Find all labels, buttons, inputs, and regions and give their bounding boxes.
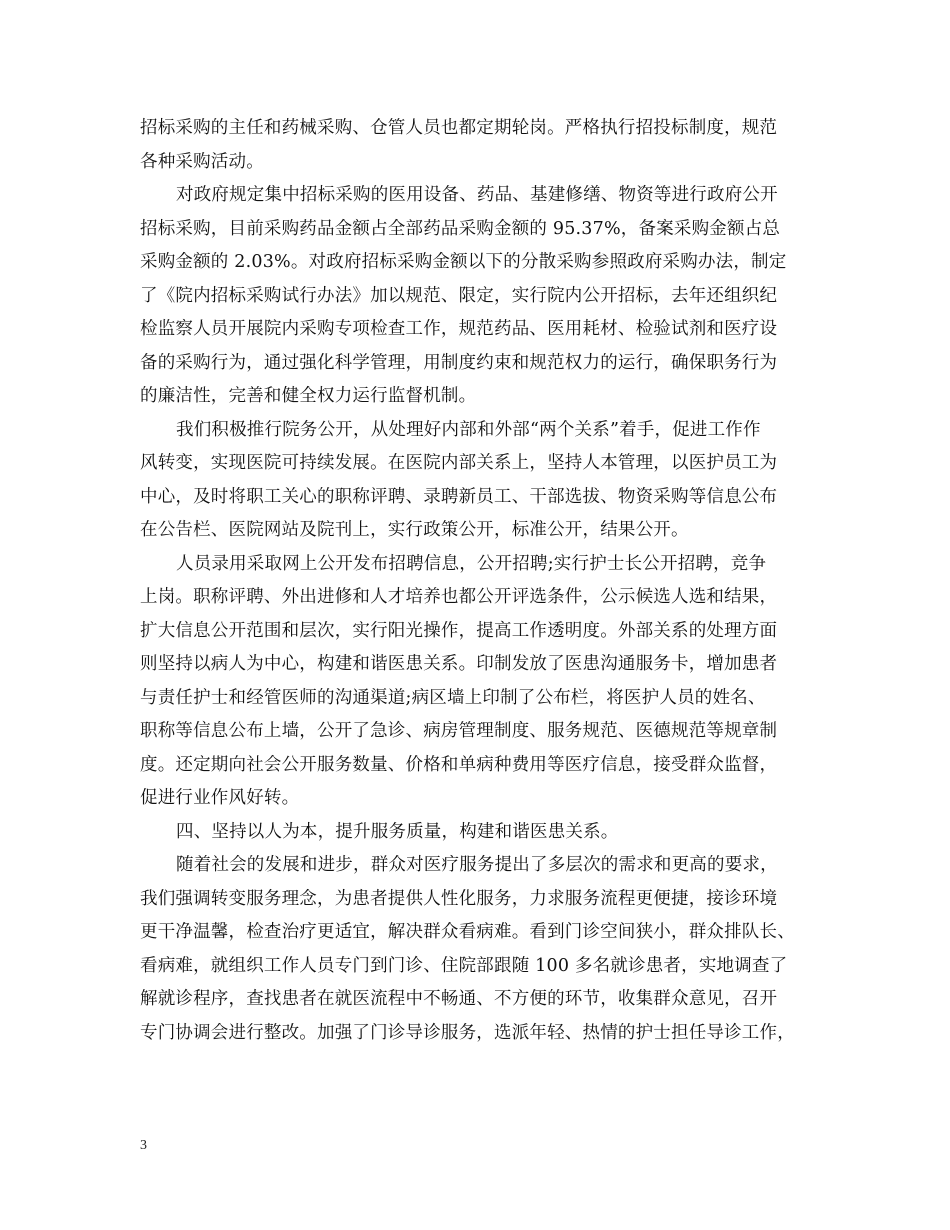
page-number: 3	[140, 1138, 147, 1153]
text-line: 扩大信息公开范围和层次，实行阳光操作，提高工作透明度。外部关系的处理方面	[140, 620, 778, 641]
text-line: 了《院内招标采购试行办法》加以规范、限定，实行院内公开招标，去年还组织纪	[140, 285, 778, 306]
text-line: 度。还定期向社会公开服务数量、价格和单病种费用等医疗信息，接受群众监督，	[140, 754, 778, 775]
text-line: 备的采购行为，通过强化科学管理，用制度约束和规范权力的运行，确保职务行为	[140, 352, 778, 373]
text-line: 中心，及时将职工关心的职称评聘、录聘新员工、干部选拔、物资采购等信息公布	[140, 486, 778, 507]
text-line: 的廉洁性，完善和健全权力运行监督机制。	[140, 386, 477, 406]
text-line: 专门协调会进行整改。加强了门诊导诊服务，选派年轻、热情的护士担任导诊工作，	[140, 1022, 795, 1043]
text-line: 我们强调转变服务理念，为患者提供人性化服务，力求服务流程更便捷，接诊环境	[140, 888, 778, 909]
text-line: 检监察人员开展院内采购专项检查工作，规范药品、医用耗材、检验试剂和医疗设	[140, 319, 778, 339]
text-line: 随着社会的发展和进步，群众对医疗服务提出了多层次的需求和更高的要求，	[176, 855, 778, 875]
text-line: 招标采购，目前采购药品金额占全部药品采购金额的 95.37%，备案采购金额占总	[140, 218, 781, 239]
text-line: 上岗。职称评聘、外出进修和人才培养也都公开评选条件，公示候选人选和结果，	[140, 587, 778, 607]
paragraph	[140, 179, 816, 414]
text-line: 风转变，实现医院可持续发展。在医院内部关系上，坚持人本管理，以医护员工为	[140, 453, 778, 473]
text-line: 职称等信息公布上墙，公开了急诊、病房管理制度、服务规范、医德规范等规章制	[140, 721, 778, 741]
text-line: 看病难，就组织工作人员专门到门诊、住院部跟随 100 多名就诊患者，实地调查了	[140, 955, 788, 976]
paragraph	[140, 849, 816, 1050]
section-heading	[140, 816, 816, 850]
text-line: 在公告栏、医院网站及院刊上，实行政策公开，标准公开，结果公开。	[140, 520, 689, 540]
text-line: 人员录用采取网上公开发布招聘信息，公开招聘;实行护士长公开招聘，竞争	[176, 553, 767, 574]
text-line: 采购金额的 2.03%。对政府招标采购金额以下的分散采购参照政府采购办法，制定	[140, 252, 787, 272]
paragraph	[140, 548, 816, 816]
text-line: 各种采购活动。	[140, 151, 264, 172]
text-line: 解就诊程序，查找患者在就医流程中不畅通、不方便的环节，收集群众意见，召开	[140, 989, 778, 1009]
text-line: 我们积极推行院务公开，从处理好内部和外部“两个关系”着手，促进工作作	[176, 419, 761, 440]
text-line: 招标采购的主任和药械采购、仓管人员也都定期轮岗。严格执行招投标制度，规范	[140, 118, 778, 138]
text-line: 四、坚持以人为本，提升服务质量，构建和谐医患关系。	[176, 821, 619, 842]
paragraph	[140, 414, 816, 548]
document-body	[140, 112, 816, 1050]
text-line: 更干净温馨，检查治疗更适宜，解决群众看病难。看到门诊空间狭小，群众排队长、	[140, 922, 795, 942]
text-line: 与责任护士和经管医师的沟通渠道;病区墙上印制了公布栏，将医护人员的姓名、	[140, 687, 766, 708]
text-line: 则坚持以病人为中心，构建和谐医患关系。印制发放了医患沟通服务卡，增加患者	[140, 654, 778, 674]
text-line: 促进行业作风好转。	[140, 788, 300, 808]
paragraph	[140, 112, 816, 179]
text-line: 对政府规定集中招标采购的医用设备、药品、基建修缮、物资等进行政府公开	[176, 185, 778, 205]
